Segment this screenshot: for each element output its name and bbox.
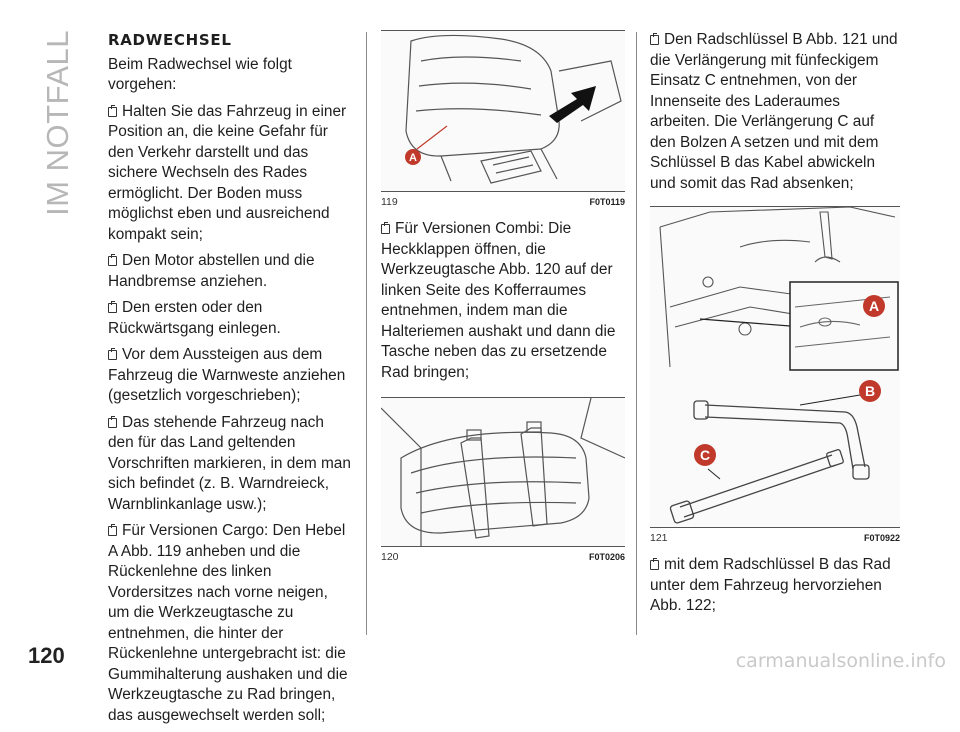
side-section-label: IM NOTFALL [40,30,75,216]
list-item [108,251,352,292]
figure-caption [381,550,625,564]
watermark-text: carmanualsonline.info [735,650,946,672]
bullet-icon [108,107,117,117]
figure-caption [381,195,625,209]
bullet-icon [650,35,659,45]
figure-number: 121 [650,532,668,544]
figure-code: F0T0206 [588,552,625,562]
bullet-icon [108,256,117,266]
figure-number: 119 [381,196,398,208]
callout-label-a: A [409,152,417,164]
list-item-text: Den ersten oder den Rückwärtsgang einlegen. [108,299,281,337]
list-item [650,555,900,617]
callout-label-a: A [868,298,880,314]
column-2 [381,30,625,564]
bullet-icon [108,303,117,313]
list-item-text: Den Radschlüssel B Abb. 121 und die Verlängerung mit fünfeckigem Einsatz C entnehmen, von der Innenseite des Laderaumes arbeiten. Die Verlängerung C auf den Bolzen A setzen und mit dem Schlüssel B das Kabel abwickeln und somit das Rad absenken; [650,31,898,192]
list-item-text: mit dem Radschlüssel B das Rad unter dem Fahrzeug hervorziehen Abb. 122; [650,556,891,614]
figure-code: F0T0922 [863,533,900,543]
column-divider-2 [636,32,637,635]
list-item [108,102,352,246]
list-item [650,30,900,194]
wheel-wrench-illustration [650,206,900,528]
figure-number: 120 [381,551,399,563]
list-item-text: Das stehende Fahrzeug nach den für das Land geltenden Vorschriften markieren, in dem man sich befindet (z. B. Warndreieck, Warnblinkanlage usw.); [108,413,351,513]
figure-121 [650,206,900,545]
figure-119 [381,30,625,209]
side-section-tab [40,30,80,230]
callout-label-b: B [864,383,876,399]
bullet-icon [108,526,117,536]
tool-bag-illustration [381,397,625,547]
list-item-text: Den Motor abstellen und die Handbremse anziehen. [108,252,315,290]
page-number: 120 [28,643,65,668]
column-divider-1 [366,32,367,635]
bullet-icon [650,560,659,570]
column-3 [650,30,900,623]
list-item [108,413,352,516]
list-item [381,219,625,383]
list-item-text: Halten Sie das Fahrzeug in einer Position an, die keine Gefahr für den Verkehr darstellt und das sichere Wechseln des Rades ermöglicht. Der Boden muss möglichst eben und ausreichend kompakt sein; [108,102,347,243]
list-item-text: Für Versionen Cargo: Den Hebel A Abb. 119 anheben und die Rückenlehne des linken Vordersitzes nach vorne neigen, um die Werkzeugtasche zu entnehmen, die hinter der Rückenlehne untergebracht ist: die Gummihalterung aushaken und die Werkzeugtasche zu Rad bringen, das ausgewechselt werden soll; [108,522,348,724]
list-item [108,345,352,407]
list-item-text: Für Versionen Combi: Die Heckklappen öffnen, die Werkzeugtasche Abb. 120 auf der linken Seite des Kofferraumes entnehmen, indem man die Halteriemen aushakt und dann die Tasche neben das zu ersetzende Rad bringen; [381,220,616,381]
column-1 [108,30,352,732]
bullet-icon [108,350,117,360]
figure-code: F0T0119 [589,197,625,207]
bullet-icon [381,224,390,234]
seat-lever-illustration [381,30,625,192]
intro-text: Beim Radwechsel wie folgt vorgehen: [108,55,292,93]
section-heading: RADWECHSEL [108,31,232,49]
list-item-text: Vor dem Aussteigen aus dem Fahrzeug die Warnweste anziehen (gesetzlich vorgeschrieben); [108,346,346,404]
list-item [108,298,352,339]
callout-label-c: C [699,447,711,463]
list-item [108,521,352,726]
figure-caption [650,531,900,545]
bullet-icon [108,418,117,428]
figure-120 [381,397,625,564]
